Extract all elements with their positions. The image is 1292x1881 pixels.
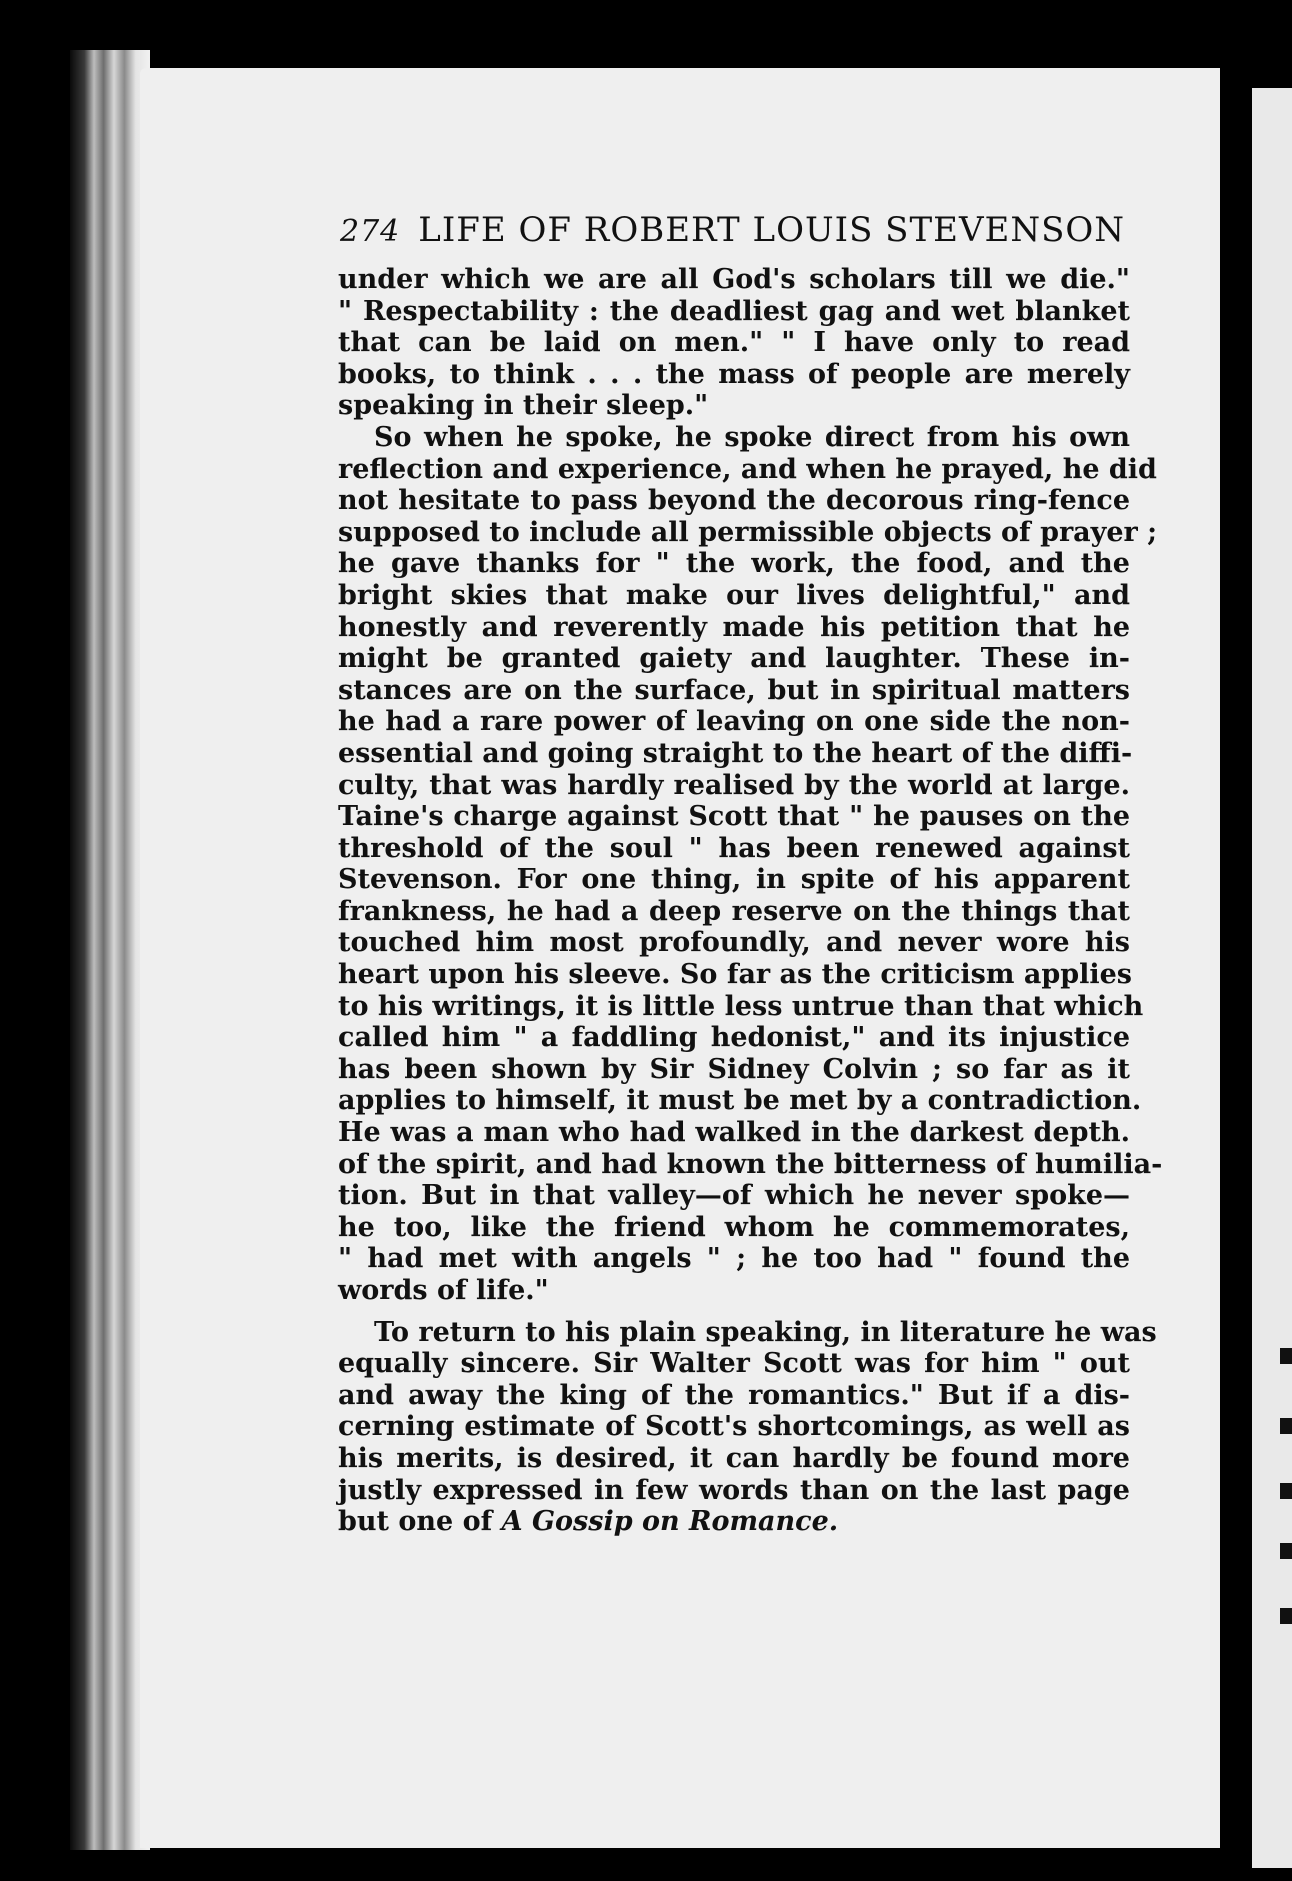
text-line: " Respectability : the deadliest gag and wet blanket xyxy=(338,295,1130,327)
text-line: speaking in their sleep." xyxy=(338,390,709,422)
adjacent-page-edge xyxy=(1252,88,1292,1868)
text-line: To return to his plain speaking, in literature he was xyxy=(374,1316,1157,1348)
text-line: books, to think . . . the mass of people are merely xyxy=(338,358,1130,390)
paragraph xyxy=(338,264,1130,422)
text-line: " had met with angels " ; he too had " found the xyxy=(338,1243,1130,1275)
adjacent-page-fragment xyxy=(1280,1418,1292,1434)
text-line: He was a man who had walked in the darkest depth. xyxy=(338,1117,1130,1149)
page-number: 274 xyxy=(340,214,401,249)
text-line: he had a rare power of leaving on one side the non- xyxy=(338,706,1130,738)
text-line xyxy=(338,1506,1130,1538)
adjacent-page-fragment xyxy=(1280,1348,1292,1364)
text-line: So when he spoke, he spoke direct from his own xyxy=(374,421,1130,453)
text-line: Stevenson. For one thing, in spite of his apparent xyxy=(338,864,1130,896)
text-line: to his writings, it is little less untrue than that which xyxy=(338,990,1144,1022)
text-line: threshold of the soul " has been renewed against xyxy=(338,832,1130,864)
text-line: stances are on the surface, but in spiritual matters xyxy=(338,674,1130,706)
text-line: not hesitate to pass beyond the decorous ring-fence xyxy=(338,485,1130,517)
text-line: that can be laid on men." " I have only to read xyxy=(338,327,1130,359)
text-line: reflection and experience, and when he prayed, he did xyxy=(338,453,1157,485)
text-line: Taine's charge against Scott that " he pauses on the xyxy=(338,801,1130,833)
book-binding-edge xyxy=(70,50,150,1850)
page-gutter xyxy=(1222,0,1252,1881)
running-head xyxy=(340,210,1125,250)
text-line: equally sincere. Sir Walter Scott was for him " out xyxy=(338,1348,1130,1380)
body-text xyxy=(338,264,1163,1538)
adjacent-page-fragment xyxy=(1280,1483,1292,1499)
text-line: essential and going straight to the heart of the diffi- xyxy=(338,737,1133,769)
text-line: his merits, is desired, it can hardly be found more xyxy=(338,1442,1130,1474)
text-line: called him " a faddling hedonist," and its injustice xyxy=(338,1022,1130,1054)
paragraph xyxy=(338,421,1163,1307)
text-line: justly expressed in few words than on the last page xyxy=(338,1474,1130,1506)
text-line: supposed to include all permissible objects of prayer ; xyxy=(338,516,1158,548)
text-fragment: but one of xyxy=(338,1506,502,1538)
text-line: honestly and reverently made his petition that he xyxy=(338,611,1130,643)
text-line: heart upon his sleeve. So far as the criticism applies xyxy=(338,959,1132,991)
text-line: frankness, he had a deep reserve on the things that xyxy=(338,895,1130,927)
text-line: culty, that was hardly realised by the world at large. xyxy=(338,769,1130,801)
text-line: he too, like the friend whom he commemorates, xyxy=(338,1211,1130,1243)
text-line: of the spirit, and had known the bitterness of humilia- xyxy=(338,1148,1163,1180)
book-title: A Gossip on Romance. xyxy=(501,1506,839,1538)
text-line: bright skies that make our lives delightful," and xyxy=(338,579,1130,611)
text-line: applies to himself, it must be met by a contradiction. xyxy=(338,1085,1142,1117)
text-line: and away the king of the romantics." But if a dis- xyxy=(338,1379,1130,1411)
text-line: touched him most profoundly, and never wore his xyxy=(338,927,1130,959)
paragraph xyxy=(338,1316,1157,1538)
text-line: cerning estimate of Scott's shortcomings, as well as xyxy=(338,1411,1130,1443)
text-line: under which we are all God's scholars till we die." xyxy=(338,264,1130,295)
text-line: has been shown by Sir Sidney Colvin ; so far as it xyxy=(338,1053,1130,1085)
text-line: words of life." xyxy=(338,1275,549,1306)
text-line: tion. But in that valley—of which he never spoke— xyxy=(338,1180,1130,1212)
text-line: he gave thanks for " the work, the food, and the xyxy=(338,548,1130,580)
text-line: might be granted gaiety and laughter. These in- xyxy=(338,643,1130,675)
adjacent-page-fragment xyxy=(1280,1608,1292,1624)
adjacent-page-fragment xyxy=(1280,1543,1292,1559)
running-title: LIFE OF ROBERT LOUIS STEVENSON xyxy=(418,210,1125,250)
